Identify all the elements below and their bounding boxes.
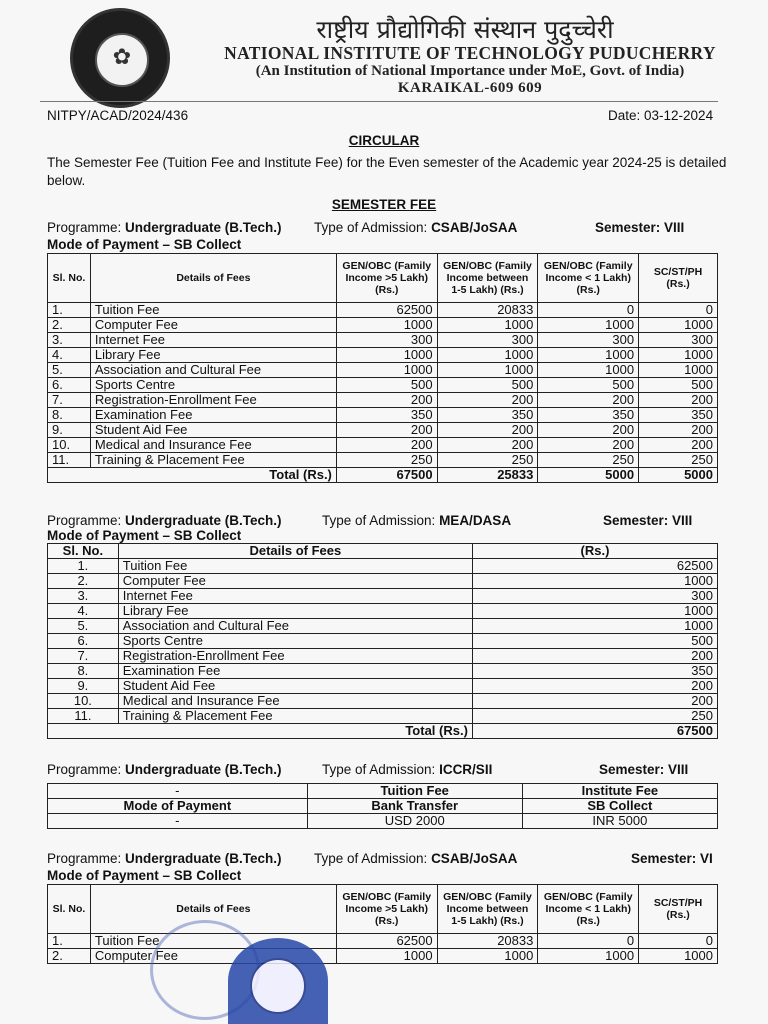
table-cell: 62500	[336, 934, 437, 949]
table-row	[48, 303, 718, 318]
table-cell: 200	[437, 438, 538, 453]
total-value: 25833	[437, 468, 538, 483]
block4-semester: Semester: VI	[631, 851, 713, 866]
fee-table-csab-sem6	[47, 884, 718, 964]
table-cell: 1000	[639, 363, 718, 378]
column-header: Sl. No.	[48, 885, 91, 934]
table-cell: 250	[336, 453, 437, 468]
table-cell: 1000	[336, 318, 437, 333]
table-row	[48, 649, 718, 664]
table-cell: 1.	[48, 559, 119, 574]
circular-title: CIRCULAR	[348, 133, 420, 148]
block2-programme: Programme: Undergraduate (B.Tech.)	[47, 513, 282, 528]
block4-programme: Programme: Undergraduate (B.Tech.)	[47, 851, 282, 866]
table-row	[48, 453, 718, 468]
table-cell: Training & Placement Fee	[118, 709, 472, 724]
column-header: Details of Fees	[90, 254, 336, 303]
table-cell: Mode of Payment	[48, 799, 308, 814]
table-cell: 500	[472, 634, 717, 649]
table-cell: 1000	[437, 348, 538, 363]
table-cell: INR 5000	[522, 814, 717, 829]
column-header: GEN/OBC (Family Income < 1 Lakh) (Rs.)	[538, 254, 639, 303]
table-row	[48, 589, 718, 604]
hindi-institute-name: राष्ट्रीय प्रौद्योगिकी संस्थान पुदुच्चेरी	[316, 15, 614, 44]
table-cell: 1000	[336, 348, 437, 363]
table-row	[48, 574, 718, 589]
block3-programme: Programme: Undergraduate (B.Tech.)	[47, 762, 282, 777]
total-value: 5000	[538, 468, 639, 483]
intro-paragraph: The Semester Fee (Tuition Fee and Institute Fee) for the Even semester of the Academic year 2024-25 is detailed below.	[47, 155, 727, 188]
table-cell: 300	[472, 589, 717, 604]
table-cell: Registration-Enrollment Fee	[90, 393, 336, 408]
table-cell: USD 2000	[307, 814, 522, 829]
table-row	[48, 333, 718, 348]
institute-city: KARAIKAL-609 609	[397, 80, 543, 96]
table-cell: 350	[437, 408, 538, 423]
fee-table-csab-sem8	[47, 253, 718, 483]
table-cell: 6.	[48, 378, 91, 393]
block3-admission: Type of Admission: ICCR/SII	[322, 762, 493, 777]
table-cell: 10.	[48, 694, 119, 709]
table-row	[48, 559, 718, 574]
table-cell: 350	[336, 408, 437, 423]
table-cell: 2.	[48, 318, 91, 333]
table-cell: Examination Fee	[118, 664, 472, 679]
table-cell: SB Collect	[522, 799, 717, 814]
table-cell: 250	[538, 453, 639, 468]
table-cell: 20833	[437, 934, 538, 949]
block3-semester: Semester: VIII	[599, 762, 689, 777]
table-cell: 1000	[336, 363, 437, 378]
table-row	[48, 799, 718, 814]
table-cell: 0	[538, 934, 639, 949]
table-cell: Tuition Fee	[90, 303, 336, 318]
total-row	[48, 724, 718, 739]
table-cell: 250	[639, 453, 718, 468]
table-cell: 20833	[437, 303, 538, 318]
table-row	[48, 363, 718, 378]
table-row	[48, 934, 718, 949]
table-cell: 500	[639, 378, 718, 393]
column-header: Details of Fees	[118, 544, 472, 559]
table-cell: -	[48, 814, 308, 829]
table-cell: 0	[639, 303, 718, 318]
table-cell: 200	[472, 649, 717, 664]
table-row	[48, 619, 718, 634]
table-cell: 300	[336, 333, 437, 348]
table-cell: 1000	[538, 318, 639, 333]
table-row	[48, 423, 718, 438]
table-cell: Student Aid Fee	[90, 423, 336, 438]
table-cell: Sports Centre	[118, 634, 472, 649]
column-header: Details of Fees	[90, 885, 336, 934]
table-header-row	[48, 544, 718, 559]
total-value: 67500	[472, 724, 717, 739]
table-cell: 300	[639, 333, 718, 348]
table-cell: Association and Cultural Fee	[118, 619, 472, 634]
table-cell: 200	[472, 679, 717, 694]
institute-logo: ✿	[70, 8, 170, 108]
table-cell: 8.	[48, 664, 119, 679]
table-row	[48, 679, 718, 694]
table-cell: 1000	[336, 949, 437, 964]
table-cell: Registration-Enrollment Fee	[118, 649, 472, 664]
table-row	[48, 949, 718, 964]
institute-subtitle: (An Institution of National Importance under MoE, Govt. of India)	[255, 63, 685, 79]
table-cell: 1000	[437, 318, 538, 333]
total-label: Total (Rs.)	[48, 724, 473, 739]
table-row	[48, 348, 718, 363]
table-cell: 500	[437, 378, 538, 393]
table-cell: 4.	[48, 348, 91, 363]
institute-seal	[228, 938, 328, 1024]
table-cell: 9.	[48, 423, 91, 438]
column-header: Sl. No.	[48, 254, 91, 303]
block1-programme: Programme: Undergraduate (B.Tech.)	[47, 220, 282, 235]
column-header: GEN/OBC (Family Income between 1-5 Lakh) (Rs.)	[437, 885, 538, 934]
block2-semester: Semester: VIII	[603, 513, 693, 528]
table-cell: 6.	[48, 634, 119, 649]
table-cell: 200	[472, 694, 717, 709]
table-cell: 350	[538, 408, 639, 423]
block1-semester: Semester: VIII	[595, 220, 685, 235]
table-cell: Association and Cultural Fee	[90, 363, 336, 378]
table-cell: 7.	[48, 649, 119, 664]
table-cell: 1000	[538, 348, 639, 363]
table-row	[48, 408, 718, 423]
table-cell: 0	[538, 303, 639, 318]
block4-admission: Type of Admission: CSAB/JoSAA	[314, 851, 518, 866]
table-cell: Computer Fee	[118, 574, 472, 589]
table-cell: 200	[639, 438, 718, 453]
table-cell: 3.	[48, 589, 119, 604]
column-header: SC/ST/PH (Rs.)	[639, 254, 718, 303]
circular-date: Date: 03-12-2024	[608, 108, 714, 123]
table-cell: 1000	[472, 604, 717, 619]
table-cell: 1.	[48, 934, 91, 949]
institute-name: NATIONAL INSTITUTE OF TECHNOLOGY PUDUCHERRY	[224, 43, 716, 63]
block2-mode: Mode of Payment – SB Collect	[47, 528, 242, 543]
table-row	[48, 664, 718, 679]
total-value: 67500	[336, 468, 437, 483]
table-cell: 1000	[437, 949, 538, 964]
header-divider	[40, 101, 718, 102]
table-cell: 1000	[538, 949, 639, 964]
table-cell: Sports Centre	[90, 378, 336, 393]
table-cell: Training & Placement Fee	[90, 453, 336, 468]
table-row	[48, 634, 718, 649]
fee-table-mea-sem8	[47, 543, 718, 739]
table-cell: 350	[472, 664, 717, 679]
table-cell: 1000	[639, 318, 718, 333]
table-cell: 500	[538, 378, 639, 393]
table-cell: Internet Fee	[118, 589, 472, 604]
table-cell: 500	[336, 378, 437, 393]
table-cell: -	[48, 784, 308, 799]
table-cell: 200	[437, 393, 538, 408]
table-cell: Tuition Fee	[118, 559, 472, 574]
reference-number: NITPY/ACAD/2024/436	[47, 108, 189, 123]
table-cell: 1000	[639, 348, 718, 363]
fee-table-iccr-sem8	[47, 783, 718, 829]
table-cell: 0	[639, 934, 718, 949]
table-cell: 200	[538, 423, 639, 438]
table-cell: 200	[336, 393, 437, 408]
table-cell: 250	[472, 709, 717, 724]
table-row	[48, 393, 718, 408]
table-cell: 4.	[48, 604, 119, 619]
table-cell: Medical and Insurance Fee	[90, 438, 336, 453]
table-cell: 5.	[48, 619, 119, 634]
column-header: GEN/OBC (Family Income between 1-5 Lakh) (Rs.)	[437, 254, 538, 303]
table-cell: 10.	[48, 438, 91, 453]
table-cell: 250	[437, 453, 538, 468]
table-row	[48, 784, 718, 799]
table-cell: 200	[538, 393, 639, 408]
table-cell: 3.	[48, 333, 91, 348]
table-cell: 1000	[538, 363, 639, 378]
column-header: Sl. No.	[48, 544, 119, 559]
table-cell: 5.	[48, 363, 91, 378]
section-title: SEMESTER FEE	[331, 197, 437, 212]
table-cell: 11.	[48, 453, 91, 468]
table-cell: 300	[538, 333, 639, 348]
table-cell: 200	[639, 393, 718, 408]
table-cell: 200	[336, 438, 437, 453]
table-cell: 62500	[336, 303, 437, 318]
block4-mode: Mode of Payment – SB Collect	[47, 868, 242, 883]
table-cell: Bank Transfer	[307, 799, 522, 814]
total-row	[48, 468, 718, 483]
table-cell: 300	[437, 333, 538, 348]
table-cell: Library Fee	[118, 604, 472, 619]
total-label: Total (Rs.)	[48, 468, 337, 483]
column-header: GEN/OBC (Family Income >5 Lakh) (Rs.)	[336, 885, 437, 934]
table-cell: Institute Fee	[522, 784, 717, 799]
column-header: (Rs.)	[472, 544, 717, 559]
table-row	[48, 318, 718, 333]
column-header: SC/ST/PH (Rs.)	[639, 885, 718, 934]
table-row	[48, 694, 718, 709]
table-cell: Medical and Insurance Fee	[118, 694, 472, 709]
table-cell: Computer Fee	[90, 318, 336, 333]
table-cell: 350	[639, 408, 718, 423]
table-row	[48, 709, 718, 724]
table-cell: Internet Fee	[90, 333, 336, 348]
table-cell: 1000	[437, 363, 538, 378]
table-row	[48, 814, 718, 829]
table-cell: 2.	[48, 574, 119, 589]
table-cell: 1000	[639, 949, 718, 964]
table-cell: Library Fee	[90, 348, 336, 363]
table-cell: 200	[437, 423, 538, 438]
table-cell: 200	[336, 423, 437, 438]
table-cell: 200	[639, 423, 718, 438]
table-cell: Examination Fee	[90, 408, 336, 423]
table-cell: 200	[538, 438, 639, 453]
column-header: GEN/OBC (Family Income >5 Lakh) (Rs.)	[336, 254, 437, 303]
table-row	[48, 438, 718, 453]
total-value: 5000	[639, 468, 718, 483]
table-cell: Student Aid Fee	[118, 679, 472, 694]
table-cell: Tuition Fee	[90, 934, 336, 949]
table-cell: 2.	[48, 949, 91, 964]
table-cell: 7.	[48, 393, 91, 408]
table-cell: Tuition Fee	[307, 784, 522, 799]
table-cell: 1000	[472, 619, 717, 634]
table-row	[48, 378, 718, 393]
table-row	[48, 604, 718, 619]
table-cell: 62500	[472, 559, 717, 574]
table-cell: 11.	[48, 709, 119, 724]
column-header: GEN/OBC (Family Income < 1 Lakh) (Rs.)	[538, 885, 639, 934]
table-cell: 1000	[472, 574, 717, 589]
table-cell: Computer Fee	[90, 949, 336, 964]
table-cell: 8.	[48, 408, 91, 423]
block1-admission: Type of Admission: CSAB/JoSAA	[314, 220, 518, 235]
table-header-row	[48, 885, 718, 934]
table-header-row	[48, 254, 718, 303]
table-cell: 9.	[48, 679, 119, 694]
block1-mode: Mode of Payment – SB Collect	[47, 237, 242, 252]
block2-admission: Type of Admission: MEA/DASA	[322, 513, 512, 528]
table-cell: 1.	[48, 303, 91, 318]
